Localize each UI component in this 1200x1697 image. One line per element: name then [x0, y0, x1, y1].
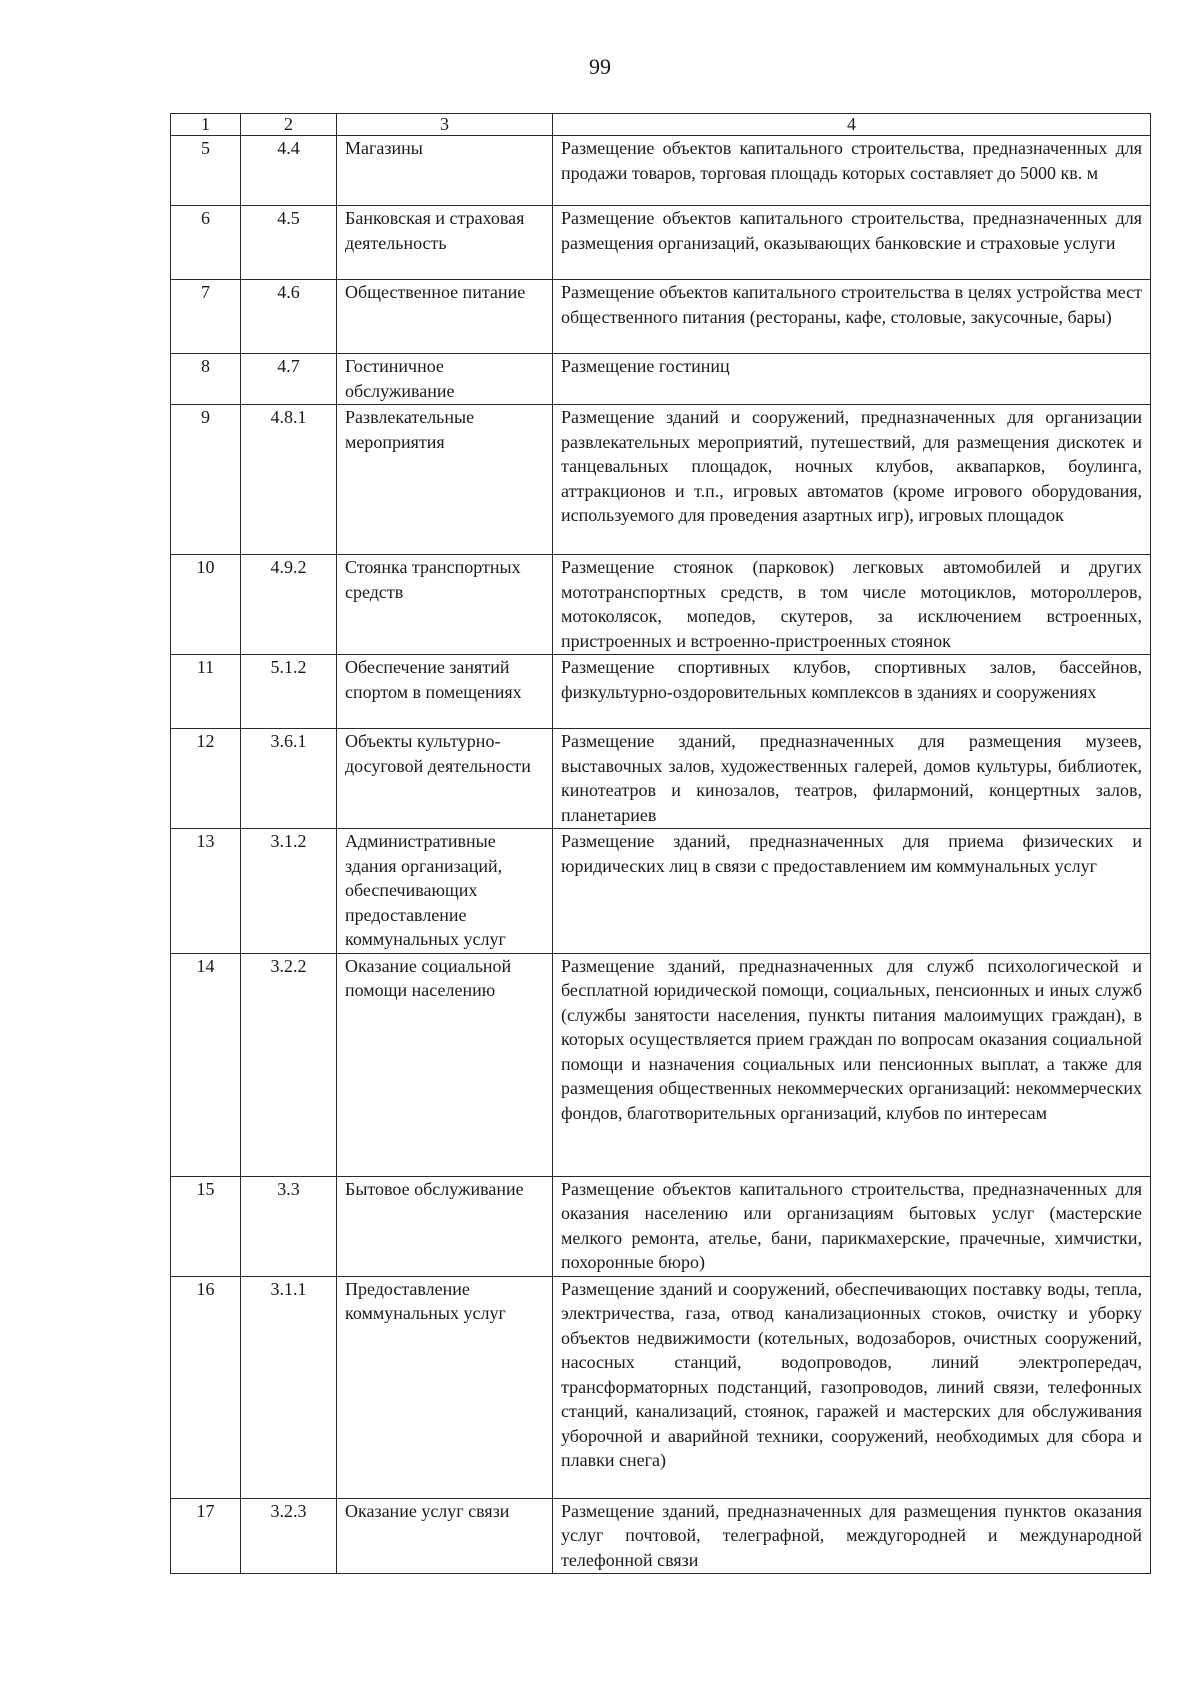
row-number: 16 — [171, 1276, 241, 1498]
table-row — [171, 136, 1151, 206]
header-cell-3: 3 — [337, 114, 553, 136]
use-description: Размещение зданий и сооружений, предназначенных для организации развлекательных мероприятий, путешествий, для размещения дискотек и танцевальных площадок, ночных клубов, аквапарков, боулинга, аттракционов и т.п., игровых автоматов (кроме игрового оборудования, используемого для проведения азартных игр), игровых площадок — [553, 405, 1151, 555]
header-cell-1: 1 — [171, 114, 241, 136]
use-description: Размещение зданий, предназначенных для приема физических и юридических лиц в связи с предоставлением им коммунальных услуг — [553, 829, 1151, 954]
header-cell-2: 2 — [241, 114, 337, 136]
use-code: 4.4 — [241, 136, 337, 206]
use-name: Стоянка транспортных средств — [337, 555, 553, 655]
row-number: 14 — [171, 953, 241, 1176]
table-row — [171, 280, 1151, 354]
use-code: 4.8.1 — [241, 405, 337, 555]
use-name: Общественное питание — [337, 280, 553, 354]
use-code: 3.6.1 — [241, 729, 337, 829]
row-number: 6 — [171, 206, 241, 280]
header-cell-4: 4 — [553, 114, 1151, 136]
table-header-row — [171, 114, 1151, 136]
table-row — [171, 405, 1151, 555]
use-name: Административные здания организаций, обеспечивающих предоставление коммунальных услуг — [337, 829, 553, 954]
use-name: Бытовое обслуживание — [337, 1176, 553, 1276]
use-code: 4.9.2 — [241, 555, 337, 655]
use-description: Размещение зданий, предназначенных для размещения пунктов оказания услуг почтовой, телеграфной, междугородней и международной телефонной связи — [553, 1498, 1151, 1574]
use-name: Банковская и страховая деятельность — [337, 206, 553, 280]
row-number: 17 — [171, 1498, 241, 1574]
page-number: 99 — [589, 54, 611, 79]
table-row — [171, 206, 1151, 280]
land-use-table — [170, 113, 1151, 1574]
use-name: Объекты культурно-досуговой деятельности — [337, 729, 553, 829]
table-row — [171, 829, 1151, 954]
table-row — [171, 1498, 1151, 1574]
table-row — [171, 1176, 1151, 1276]
table-row — [171, 953, 1151, 1176]
row-number: 13 — [171, 829, 241, 954]
use-description: Размещение стоянок (парковок) легковых автомобилей и других мототранспортных средств, в том числе мотоциклов, мотороллеров, мотоколясок, мопедов, скутеров, за исключением встроенных, пристроенных и встроенно-пристроенных стоянок — [553, 555, 1151, 655]
use-description: Размещение объектов капитального строительства, предназначенных для оказания населению или организациям бытовых услуг (мастерские мелкого ремонта, ателье, бани, парикмахерские, прачечные, химчистки, похоронные бюро) — [553, 1176, 1151, 1276]
table-row — [171, 655, 1151, 729]
use-code: 4.7 — [241, 354, 337, 405]
use-description: Размещение зданий, предназначенных для размещения музеев, выставочных залов, художественных галерей, домов культуры, библиотек, кинотеатров и кинозалов, театров, филармоний, концертных залов, планетариев — [553, 729, 1151, 829]
use-code: 3.2.3 — [241, 1498, 337, 1574]
use-description: Размещение зданий, предназначенных для служб психологической и бесплатной юридической помощи, социальных, пенсионных и иных служб (службы занятости населения, пункты питания малоимущих граждан), в которых осуществляется прием граждан по вопросам оказания социальной помощи и назначения социальных или пенсионных выплат, а также для размещения общественных некоммерческих организаций: некоммерческих фондов, благотворительных организаций, клубов по интересам — [553, 953, 1151, 1176]
use-name: Оказание социальной помощи населению — [337, 953, 553, 1176]
row-number: 5 — [171, 136, 241, 206]
use-description: Размещение объектов капитального строительства, предназначенных для размещения организаций, оказывающих банковские и страховые услуги — [553, 206, 1151, 280]
use-code: 3.3 — [241, 1176, 337, 1276]
use-code: 3.1.1 — [241, 1276, 337, 1498]
use-description: Размещение зданий и сооружений, обеспечивающих поставку воды, тепла, электричества, газа, отвод канализационных стоков, очистку и уборку объектов недвижимости (котельных, водозаборов, очистных сооружений, насосных станций, водопроводов, линий электропередач, трансформаторных подстанций, газопроводов, линий связи, телефонных станций, канализаций, стоянок, гаражей и мастерских для обслуживания уборочной и аварийной техники, сооружений, необходимых для сбора и плавки снега) — [553, 1276, 1151, 1498]
use-name: Развлекательные мероприятия — [337, 405, 553, 555]
use-name: Обеспечение занятий спортом в помещениях — [337, 655, 553, 729]
table-row — [171, 1276, 1151, 1498]
use-code: 4.6 — [241, 280, 337, 354]
use-code: 4.5 — [241, 206, 337, 280]
row-number: 7 — [171, 280, 241, 354]
use-name: Гостиничное обслуживание — [337, 354, 553, 405]
use-description: Размещение гостиниц — [553, 354, 1151, 405]
use-description: Размещение спортивных клубов, спортивных залов, бассейнов, физкультурно-оздоровительных комплексов в зданиях и сооружениях — [553, 655, 1151, 729]
row-number: 15 — [171, 1176, 241, 1276]
use-code: 3.1.2 — [241, 829, 337, 954]
table-row — [171, 354, 1151, 405]
use-code: 5.1.2 — [241, 655, 337, 729]
row-number: 10 — [171, 555, 241, 655]
table-body — [171, 114, 1151, 1574]
use-name: Магазины — [337, 136, 553, 206]
use-description: Размещение объектов капитального строительства, предназначенных для продажи товаров, торговая площадь которых составляет до 5000 кв. м — [553, 136, 1151, 206]
use-name: Предоставление коммунальных услуг — [337, 1276, 553, 1498]
row-number: 12 — [171, 729, 241, 829]
row-number: 9 — [171, 405, 241, 555]
row-number: 11 — [171, 655, 241, 729]
table-row — [171, 555, 1151, 655]
row-number: 8 — [171, 354, 241, 405]
use-name: Оказание услуг связи — [337, 1498, 553, 1574]
use-description: Размещение объектов капитального строительства в целях устройства мест общественного питания (рестораны, кафе, столовые, закусочные, бары) — [553, 280, 1151, 354]
use-code: 3.2.2 — [241, 953, 337, 1176]
table-row — [171, 729, 1151, 829]
